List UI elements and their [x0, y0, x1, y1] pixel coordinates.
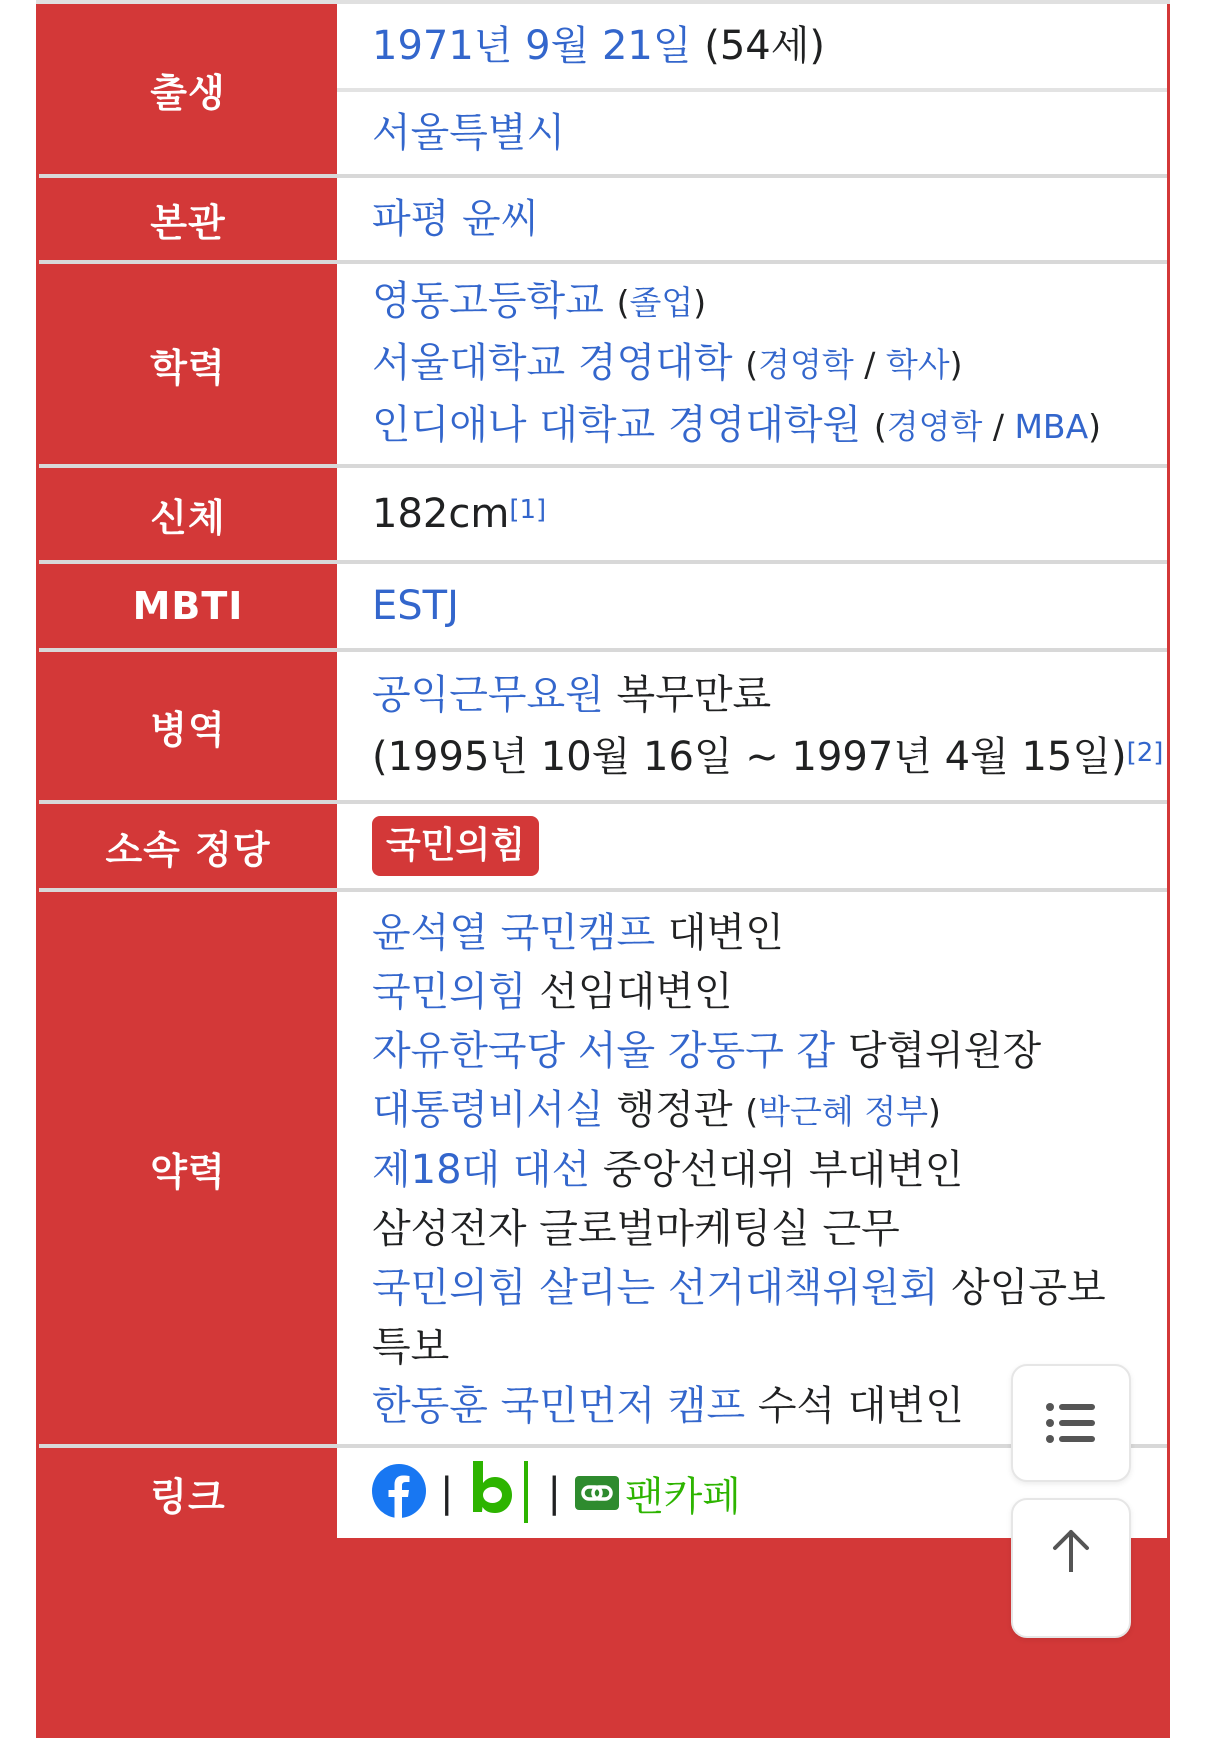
education-item — [372, 395, 1167, 457]
row-body — [39, 468, 1167, 564]
career-role: 삼성전자 글로벌마케팅실 근무 — [372, 1206, 900, 1252]
row-links — [39, 1448, 1167, 1538]
arrow-up-icon — [1049, 1528, 1093, 1572]
height-value: 182cm — [372, 491, 510, 537]
career-item — [372, 1141, 1167, 1200]
career-link[interactable]: 대통령비서실 — [372, 1087, 604, 1133]
education-item — [372, 271, 1167, 333]
career-item — [372, 963, 1167, 1022]
clan-link[interactable]: 파평 윤씨 — [372, 196, 540, 242]
paren-open: ( — [873, 407, 887, 446]
career-link[interactable]: 제18대 대선 — [372, 1147, 591, 1193]
header-birth: 출생 — [150, 70, 226, 115]
header-party: 소속 정당 — [105, 827, 271, 872]
row-birth — [39, 4, 1167, 178]
career-role: 대변인 — [655, 910, 784, 956]
fancafe-label: 팬카페 — [624, 1473, 741, 1520]
career-role: 중앙선대위 부대변인 — [590, 1147, 964, 1193]
header-military: 병역 — [150, 707, 226, 752]
fancafe-link-icon — [575, 1476, 619, 1510]
infobox-table — [39, 4, 1167, 1538]
separator: | — [440, 1470, 454, 1516]
header-career: 약력 — [150, 1149, 226, 1194]
military-period: (1995년 10월 16일 ~ 1997년 4월 15일) — [372, 734, 1127, 780]
career-role: 상임공보 — [938, 1265, 1106, 1311]
career-role: 당협위원장 — [835, 1028, 1042, 1074]
career-item — [372, 1259, 1167, 1318]
paren-close: ) — [949, 345, 963, 384]
row-military — [39, 652, 1167, 804]
career-link[interactable]: 자유한국당 서울 강동구 갑 — [372, 1028, 836, 1074]
toc-list-icon — [1046, 1402, 1096, 1444]
education-school-link[interactable]: 서울대학교 경영대학 — [372, 340, 733, 386]
career-link[interactable]: 국민의힘 — [372, 969, 527, 1015]
career-item — [372, 1200, 1167, 1259]
facebook-icon[interactable] — [372, 1464, 426, 1522]
party-badge[interactable]: 국민의힘 — [372, 816, 539, 876]
paren-open: ( — [616, 283, 630, 322]
header-clan: 본관 — [150, 200, 226, 245]
toc-button[interactable] — [1011, 1364, 1131, 1482]
career-item — [372, 1022, 1167, 1081]
career-role: 특보 — [372, 1324, 450, 1370]
military-service-link[interactable]: 공익근무요원 — [372, 672, 604, 718]
birth-date-link[interactable]: 1971년 9월 21일 — [372, 23, 692, 69]
paren-open: ( — [745, 1092, 759, 1131]
reference-link[interactable]: [1] — [509, 495, 547, 525]
header-body: 신체 — [150, 495, 226, 540]
career-link[interactable]: 한동훈 국민먼저 캠프 — [372, 1383, 746, 1429]
paren-close: ) — [927, 1092, 941, 1131]
paren-close: ) — [693, 283, 707, 322]
birth-age: (54세) — [704, 23, 825, 69]
mbti-link[interactable]: ESTJ — [372, 583, 459, 629]
career-item — [372, 904, 1167, 963]
military-status: 복무만료 — [603, 672, 772, 718]
education-item — [372, 333, 1167, 395]
header-education: 학력 — [150, 345, 226, 390]
education-school-link[interactable]: 영동고등학교 — [372, 278, 604, 324]
career-role: 수석 대변인 — [745, 1383, 964, 1429]
header-links: 링크 — [150, 1474, 226, 1519]
education-degree-link[interactable]: 졸업 — [629, 283, 694, 322]
career-link[interactable]: 국민의힘 살리는 선거대책위원회 — [372, 1265, 939, 1311]
reference-link[interactable]: [2] — [1126, 738, 1164, 768]
row-mbti — [39, 564, 1167, 652]
birth-date-cell — [337, 4, 1167, 92]
scroll-top-button[interactable] — [1011, 1498, 1131, 1638]
education-major-link[interactable]: 경영학 — [886, 407, 983, 446]
fancafe-link[interactable] — [575, 1465, 741, 1522]
birth-place-cell — [337, 92, 1167, 174]
education-degree-link[interactable]: MBA — [1014, 407, 1089, 446]
row-clan — [39, 178, 1167, 264]
career-role: 행정관 — [603, 1087, 746, 1133]
education-major-link[interactable]: 경영학 — [758, 345, 854, 384]
education-degree-link[interactable]: 학사 — [885, 345, 950, 384]
row-education — [39, 264, 1167, 468]
slash-separator: / — [853, 345, 886, 384]
birth-place-link[interactable]: 서울특별시 — [372, 110, 566, 156]
education-school-link[interactable]: 인디애나 대학교 경영대학원 — [372, 402, 862, 448]
paren-close: ) — [1088, 407, 1102, 446]
career-link[interactable]: 윤석열 국민캠프 — [372, 910, 656, 956]
row-party — [39, 804, 1167, 892]
row-career — [39, 892, 1167, 1448]
career-item — [372, 1081, 1167, 1141]
paren-open: ( — [745, 345, 759, 384]
career-role: 선임대변인 — [526, 969, 733, 1015]
career-note-link[interactable]: 박근혜 정부 — [758, 1092, 928, 1131]
slash-separator: / — [982, 407, 1015, 446]
blog-icon[interactable] — [467, 1459, 533, 1527]
header-mbti: MBTI — [132, 584, 244, 628]
separator: | — [547, 1470, 561, 1516]
